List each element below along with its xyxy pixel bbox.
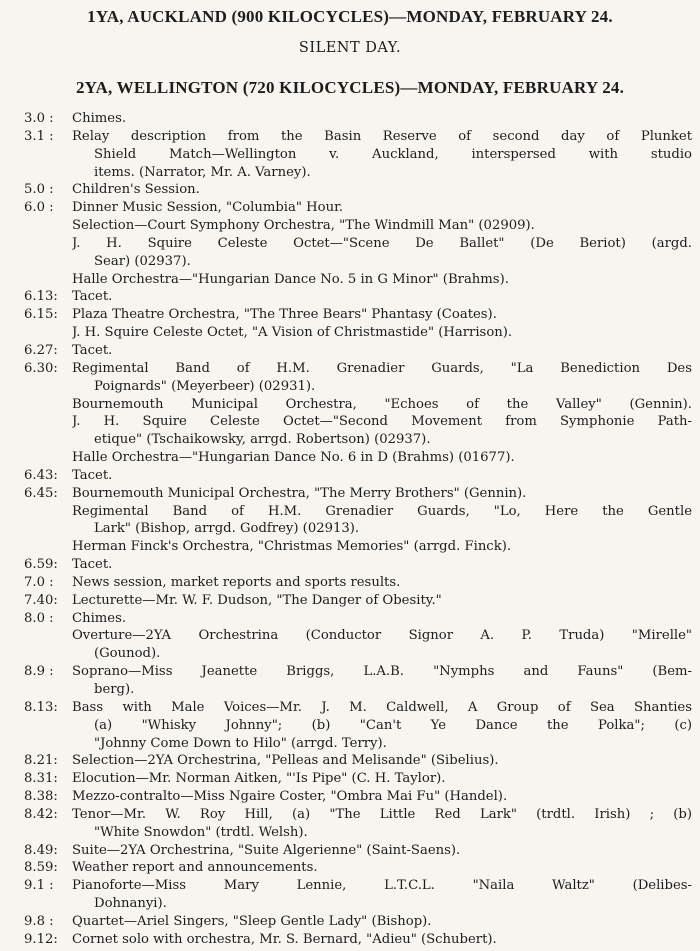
programme-line: Soprano—Miss Jeanette Briggs, L.A.B. "Nymphs and Fauns" (Bem- <box>72 664 692 680</box>
programme-time: 8.31: <box>24 771 58 787</box>
programme-line: Cornet solo with orchestra, Mr. S. Bernard, "Adieu" (Schubert). <box>72 931 497 947</box>
programme-item <box>20 199 692 288</box>
programme-line: Regimental Band of H.M. Grenadier Guards, "La Benediction Des <box>72 360 692 376</box>
programme-line: Halle Orchestra—"Hungarian Dance No. 6 in D (Brahms) (01677). <box>72 450 515 466</box>
programme-line: (a) "Whisky Johnny"; (b) "Can't Ye Dance the Polka"; (c) <box>94 717 692 733</box>
programme-item <box>20 699 692 753</box>
programme-item <box>20 128 692 182</box>
programme-line: Shield Match—Wellington v. Auckland, interspersed with studio <box>94 146 692 162</box>
programme-description <box>72 931 692 949</box>
programme-description <box>72 859 692 877</box>
programme-line: Selection—Court Symphony Orchestra, "The Windmill Man" (02909). <box>72 218 535 234</box>
programme-time: 8.9 : <box>24 664 54 680</box>
programme-time: 8.0 : <box>24 610 54 626</box>
programme-description <box>72 306 692 342</box>
programme-line: News session, market reports and sports results. <box>72 574 401 590</box>
silent-day-notice: SILENT DAY. <box>298 40 402 56</box>
programme-item <box>20 788 692 806</box>
programme-description <box>72 342 692 360</box>
programme-description <box>72 877 692 913</box>
programme-time: 6.27: <box>24 342 58 358</box>
programme-description <box>72 770 692 788</box>
programme-time: 8.42: <box>24 806 58 822</box>
programme-line: Suite—2YA Orchestrina, "Suite Algerienne" (Saint-Saens). <box>72 842 461 858</box>
programme-time: 5.0 : <box>24 182 54 198</box>
programme-line: Dinner Music Session, "Columbia" Hour. <box>72 200 344 216</box>
programme-time: 3.0 : <box>24 111 54 126</box>
programme-line: Plaza Theatre Orchestra, "The Three Bears" Phantasy (Coates). <box>72 307 497 323</box>
programme-description <box>72 842 692 860</box>
programme-line: Quartet—Ariel Singers, "Sleep Gentle Lady" (Bishop). <box>72 913 432 929</box>
programme-time: 7.0 : <box>24 574 54 590</box>
programme-description <box>72 913 692 931</box>
programme-time: 8.13: <box>24 699 58 715</box>
programme-line: berg). <box>94 682 135 697</box>
programme-line: Mezzo-contralto—Miss Ngaire Coster, "Ombra Mai Fu" (Handel). <box>72 789 508 805</box>
programme-line: J. H. Squire Celeste Octet, "A Vision of Christmastide" (Harrison). <box>72 325 513 341</box>
programme-time: 7.40: <box>24 592 58 608</box>
programme-line: J. H. Squire Celeste Octet—"Scene De Ballet" (De Beriot) (argd. <box>72 235 692 251</box>
programme-line: Weather report and announcements. <box>72 860 318 876</box>
programme-description <box>72 699 692 753</box>
programme-line: etique" (Tschaikowsky, arrgd. Robertson) (02937). <box>94 432 431 448</box>
programme-line: J. H. Squire Celeste Octet—"Second Movement from Symphonie Path- <box>72 414 692 430</box>
programme-line: Poignards" (Meyerbeer) (02931). <box>94 378 316 394</box>
programme-item <box>20 467 692 485</box>
programme-description <box>72 485 692 556</box>
programme-time: 9.12: <box>24 931 58 947</box>
programme-description <box>72 556 692 574</box>
programme-line: Sear) (02937). <box>94 253 191 269</box>
station-heading-1ya: 1YA, AUCKLAND (900 KILOCYCLES)—MONDAY, FEBRUARY 24. <box>87 7 613 26</box>
programme-item <box>20 842 692 860</box>
programme-line: "Johnny Come Down to Hilo" (arrgd. Terry). <box>94 735 387 751</box>
programme-description <box>72 663 692 699</box>
station-heading-2ya: 2YA, WELLINGTON (720 KILOCYCLES)—MONDAY, FEBRUARY 24. <box>75 78 625 97</box>
programme-description <box>72 467 692 485</box>
programme-line: (Gounod). <box>94 646 161 662</box>
programme-description <box>72 574 692 592</box>
programme-time: 3.1 : <box>24 128 54 144</box>
programme-item <box>20 181 692 199</box>
programme-line: Pianoforte—Miss Mary Lennie, L.T.C.L. "Naila Waltz" (Delibes- <box>72 878 692 894</box>
programme-description <box>72 592 692 610</box>
programme-item <box>20 806 692 842</box>
programme-line: Bournemouth Municipal Orchestra, "Echoes of the Valley" (Gennin). <box>72 396 692 412</box>
programme-time: 6.15: <box>24 307 58 323</box>
programme-line: Tacet. <box>72 289 113 305</box>
programme-item <box>20 110 692 128</box>
programme-item <box>20 485 692 556</box>
programme-line: Regimental Band of H.M. Grenadier Guards, "Lo, Here the Gentle <box>72 503 692 519</box>
programme-line: Children's Session. <box>72 182 200 198</box>
programme-line: Tenor—Mr. W. Roy Hill, (a) "The Little Red Lark" (trdtl. Irish) ; (b) <box>72 806 692 822</box>
programme-item <box>20 306 692 342</box>
programme-time: 8.21: <box>24 753 58 769</box>
programme-item <box>20 877 692 913</box>
programme-description <box>72 181 692 199</box>
programme-item <box>20 931 692 949</box>
programme-time: 6.0 : <box>24 200 54 216</box>
programme-item <box>20 556 692 574</box>
programme-item <box>20 360 692 467</box>
programme-item <box>20 288 692 306</box>
programme-time: 6.13: <box>24 289 58 305</box>
programme-line: Tacet. <box>72 557 113 573</box>
programme-line: Halle Orchestra—"Hungarian Dance No. 5 in G Minor" (Brahms). <box>72 271 509 287</box>
programme-line: Chimes. <box>72 111 127 126</box>
programme-line: Overture—2YA Orchestrina (Conductor Signor A. P. Truda) "Mirelle" <box>72 628 692 644</box>
programme-line: Dohnanyi). <box>94 896 167 912</box>
programme-description <box>72 752 692 770</box>
programme-description <box>72 610 692 664</box>
programme-description <box>72 360 692 467</box>
programme-description <box>72 288 692 306</box>
programme-time: 9.8 : <box>24 913 54 929</box>
programme-line: Lark" (Bishop, arrgd. Godfrey) (02913). <box>94 521 360 537</box>
programme-description <box>72 199 692 288</box>
programme-item <box>20 610 692 664</box>
programme-time: 6.45: <box>24 485 58 501</box>
programme-time: 6.43: <box>24 467 58 483</box>
programme-line: Elocution—Mr. Norman Aitken, "'Is Pipe" (C. H. Taylor). <box>72 771 446 787</box>
programme-line: Bass with Male Voices—Mr. J. M. Caldwell, A Group of Sea Shanties <box>72 699 692 715</box>
programme-line: Bournemouth Municipal Orchestra, "The Merry Brothers" (Gennin). <box>72 485 527 501</box>
programme-time: 6.59: <box>24 557 58 573</box>
programme-line: "White Snowdon" (trdtl. Welsh). <box>94 824 308 840</box>
programme-item <box>20 574 692 592</box>
programme-item <box>20 592 692 610</box>
programme-line: Selection—2YA Orchestrina, "Pelleas and Melisande" (Sibelius). <box>72 753 499 769</box>
programme-time: 9.1 : <box>24 878 54 894</box>
programme-item <box>20 663 692 699</box>
programme-time: 8.49: <box>24 842 58 858</box>
programme-item <box>20 859 692 877</box>
programme-item <box>20 752 692 770</box>
programme-schedule <box>20 110 692 949</box>
programme-description <box>72 110 692 128</box>
programme-line: Tacet. <box>72 467 113 483</box>
programme-time: 8.38: <box>24 789 58 805</box>
programme-item <box>20 770 692 788</box>
programme-description <box>72 788 692 806</box>
programme-time: 8.59: <box>24 860 58 876</box>
programme-line: Tacet. <box>72 342 113 358</box>
programme-line: Lecturette—Mr. W. F. Dudson, "The Danger of Obesity." <box>72 592 442 608</box>
programme-line: Herman Finck's Orchestra, "Christmas Memories" (arrgd. Finck). <box>72 539 512 555</box>
programme-description <box>72 806 692 842</box>
programme-time: 6.30: <box>24 360 58 376</box>
programme-description <box>72 128 692 182</box>
programme-line: Chimes. <box>72 610 127 626</box>
programme-line: items. (Narrator, Mr. A. Varney). <box>94 164 311 180</box>
programme-line: Relay description from the Basin Reserve of second day of Plunket <box>72 128 692 144</box>
programme-item <box>20 913 692 931</box>
programme-item <box>20 342 692 360</box>
